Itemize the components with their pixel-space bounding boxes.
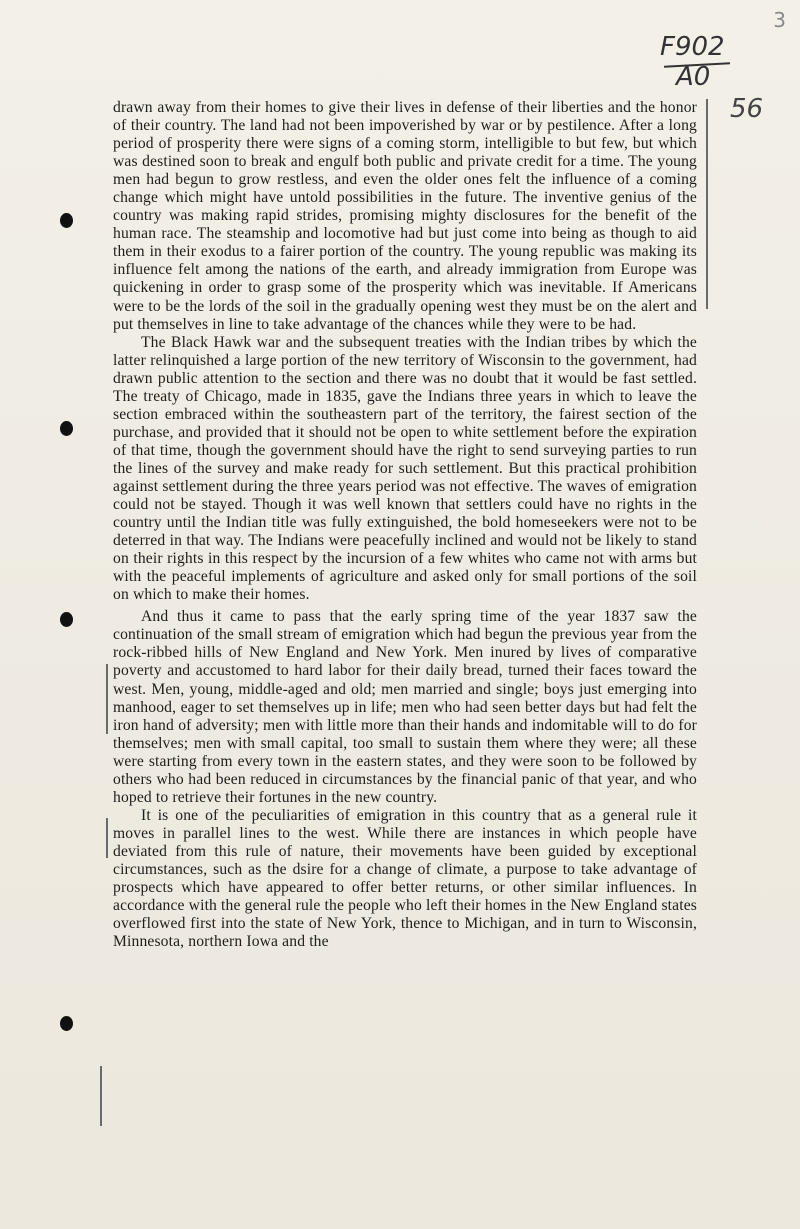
paragraph-4: It is one of the peculiarities of emigration in this country that as a general rule it moves in parallel lines to the west. While there are instances in which people have deviated from this rule of nature, their movements have been guided by exceptional circumstances, such as the dsire for a change of climate, a purpose to take advantage of prospects which have appeared to offer better returns, or other similar influences. In accordance with the general rule the people who left their homes in the New England states overflowed first into the state of New York, thence to Michigan, and in turn to Wisconsin, Minnesota, northern Iowa and the — [113, 806, 697, 951]
binder-hole-4 — [60, 1016, 73, 1031]
page-number-annotation: 3 — [773, 8, 786, 32]
call-number-top: F902 — [660, 32, 725, 62]
paragraph-1: drawn away from their homes to give their lives in defense of their liberties and the honor of their country. The land had not been impoverished by war or by pestilence. After a long period of prosperity there were signs of a coming storm, intelligible to but few, but which was destined soon to break and engulf both public and private credit for a time. The young men had begun to grow restless, and even the older ones felt the influence of a coming change which might have untold possibilities in the future. The inventive genius of the country was making rapid strides, promising mighty disclosures for the benefit of the human race. The steamship and locomotive had but just come into being as though to aid them in their exodus to a fairer portion of the country. The young republic was making its influence felt among the nations of the earth, and already immigration from Europe was quickening in order to grasp some of the prosperity which was inevitable. If Americans were to be the lords of the soil in the gradually opening west they must be on the alert and put themselves in line to take advantage of the chances while they were to be had. — [113, 99, 697, 333]
call-number-bottom: A0 — [676, 62, 711, 92]
binder-hole-2 — [60, 421, 73, 436]
margin-line-left-1 — [106, 664, 108, 734]
body-text — [113, 99, 697, 951]
margin-line-left-3 — [100, 1066, 102, 1126]
folio-number: 56 — [730, 94, 764, 124]
margin-line-left-2 — [106, 818, 108, 858]
binder-hole-1 — [60, 213, 73, 228]
margin-line-right — [706, 99, 708, 309]
binder-hole-3 — [60, 612, 73, 627]
paragraph-2: The Black Hawk war and the subsequent treaties with the Indian tribes by which the latter relinquished a large portion of the new territory of Wisconsin to the government, had drawn public attention to the section and there was no doubt that it would be fast settled. The treaty of Chicago, made in 1835, gave the Indians three years in which to leave the section embraced within the southeastern part of the territory, the fairest section of the purchase, and provided that it should not be open to white settlement before the expiration of that time, though the government should have the right to send surveying parties to run the lines of the survey and make ready for such settlement. But this practical prohibition against settlement during the three years period was not effective. The waves of emigration could not be stayed. Though it was well known that settlers could have no rights in the country until the Indian title was fully extinguished, the bold homeseekers were not to be deterred in that way. The Indians were peacefully inclined and would not be likely to stand on their rights in this respect by the incursion of a few whites who came not with arms but with the peaceful implements of agriculture and asked only for small portions of the soil on which to make their homes. — [113, 333, 697, 604]
paragraph-3: And thus it came to pass that the early spring time of the year 1837 saw the continuation of the small stream of emigration which had begun the previous year from the rock-ribbed hills of New England and New York. Men inured by lives of comparative poverty and accustomed to hard labor for their daily bread, turned their faces toward the west. Men, young, middle-aged and old; men married and single; boys just emerging into manhood, eager to set themselves up in life; men who had seen better days but had felt the iron hand of adversity; men with little more than their hands and indomitable will to do for themselves; men with small capital, too small to sustain them where they were; all these were starting from every town in the eastern states, and they were soon to be followed by others who had been reduced in circumstances by the financial panic of that year, and who hoped to retrieve their fortunes in the new country. — [113, 608, 697, 806]
